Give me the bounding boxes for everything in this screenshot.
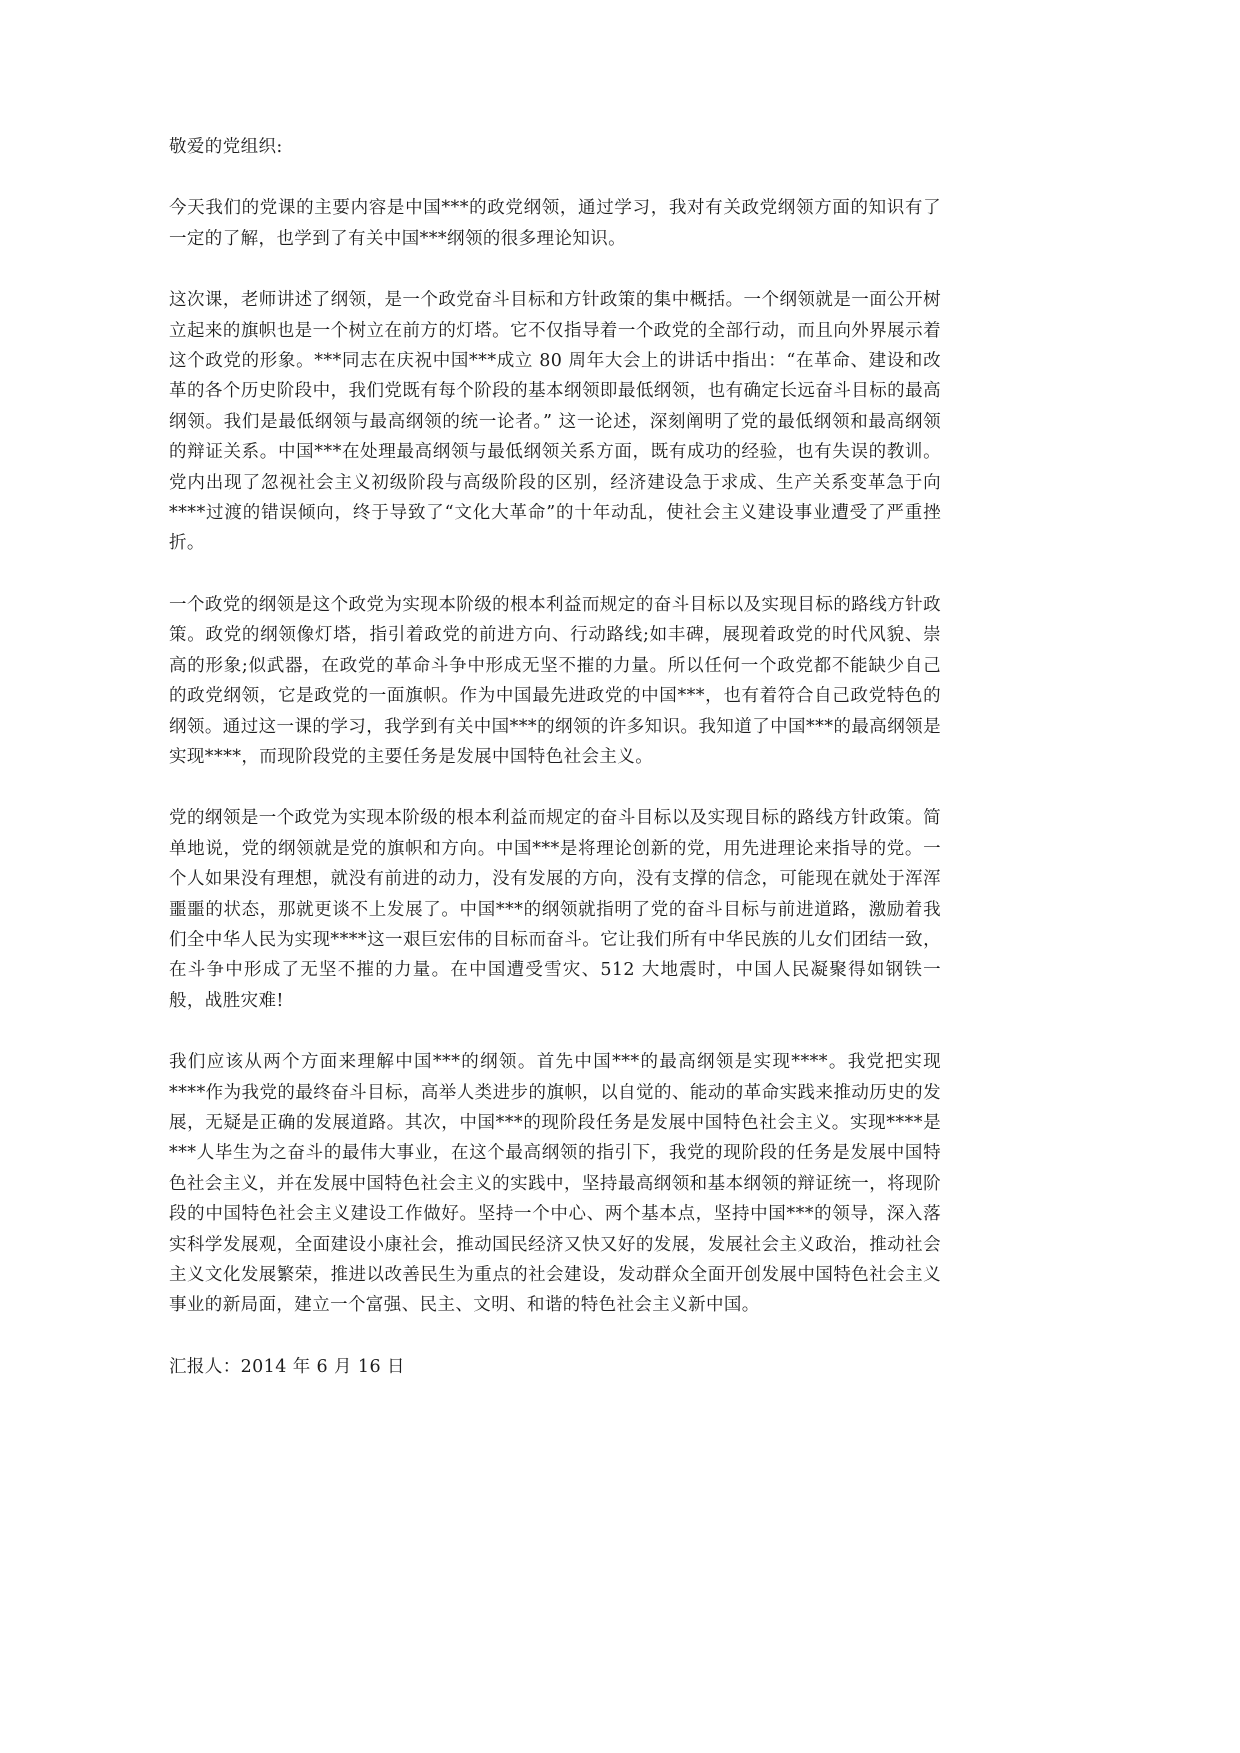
body-paragraph-2: 这次课，老师讲述了纲领，是一个政党奋斗目标和方针政策的集中概括。一个纲领就是一面公开树立起来的旗帜也是一个树立在前方的灯塔。它不仅指导着一个政党的全部行动，而且向外界展示着这个政党的形象。***同志在庆祝中国***成立 80 周年大会上的讲话中指出：“在革命、建设和改革的各个历史阶段中，我们党既有每个阶段的基本纲领即最低纲领，也有确定长远奋斗目标的最高纲领。我们是最低纲领与最高纲领的统一论者。” 这一论述，深刻阐明了党的最低纲领和最高纲领的辩证关系。中国***在处理最高纲领与最低纲领关系方面，既有成功的经验，也有失误的教训。党内出现了忽视社会主义初级阶段与高级阶段的区别，经济建设急于求成、生产关系变革急于向****过渡的错误倾向，终于导致了“文化大革命”的十年动乱，使社会主义建设事业遭受了严重挫折。 (169, 290, 941, 554)
body-paragraph-3: 一个政党的纲领是这个政党为实现本阶级的根本利益而规定的奋斗目标以及实现目标的路线方针政策。政党的纲领像灯塔，指引着政党的前进方向、行动路线;如丰碑，展现着政党的时代风貌、崇高的形象;似武器，在政党的革命斗争中形成无坚不摧的力量。所以任何一个政党都不能缺少自己的政党纲领，它是政党的一面旗帜。作为中国最先进政党的中国***，也有着符合自己政党特色的纲领。通过这一课的学习，我学到有关中国***的纲领的许多知识。我知道了中国***的最高纲领是实现****，而现阶段党的主要任务是发展中国特色社会主义。 (169, 594, 941, 767)
signature-line: 汇报人：2014 年 6 月 16 日 (169, 1356, 405, 1377)
body-paragraph-5: 我们应该从两个方面来理解中国***的纲领。首先中国***的最高纲领是实现****。我党把实现****作为我党的最终奋斗目标，高举人类进步的旗帜，以自觉的、能动的革命实践来推动历史的发展，无疑是正确的发展道路。其次，中国***的现阶段任务是发展中国特色社会主义。实现****是***人毕生为之奋斗的最伟大事业，在这个最高纲领的指引下，我党的现阶段的任务是发展中国特色社会主义，并在发展中国特色社会主义的实践中，坚持最高纲领和基本纲领的辩证统一，将现阶段的中国特色社会主义建设工作做好。坚持一个中心、两个基本点，坚持中国***的领导，深入落实科学发展观，全面建设小康社会，推动国民经济又快又好的发展，发展社会主义政治，推动社会主义文化发展繁荣，推进以改善民生为重点的社会建设，发动群众全面开创发展中国特色社会主义事业的新局面，建立一个富强、民主、文明、和谐的特色社会主义新中国。 (169, 1052, 941, 1316)
document-body (169, 132, 941, 1413)
body-paragraph-1: 今天我们的党课的主要内容是中国***的政党纲领，通过学习，我对有关政党纲领方面的知识有了一定的了解，也学到了有关中国***纲领的很多理论知识。 (169, 198, 941, 249)
body-paragraph-4: 党的纲领是一个政党为实现本阶级的根本利益而规定的奋斗目标以及实现目标的路线方针政策。简单地说，党的纲领就是党的旗帜和方向。中国***是将理论创新的党，用先进理论来指导的党。一个人如果没有理想，就没有前进的动力，没有发展的方向，没有支撑的信念，可能现在就处于浑浑噩噩的状态，那就更谈不上发展了。中国***的纲领就指明了党的奋斗目标与前进道路，激励着我们全中华人民为实现****这一艰巨宏伟的目标而奋斗。它让我们所有中华民族的儿女们团结一致，在斗争中形成了无坚不摧的力量。在中国遭受雪灾、512 大地震时，中国人民凝聚得如钢铁一般，战胜灾难! (169, 808, 941, 1011)
greeting-line: 敬爱的党组织: (169, 137, 283, 157)
